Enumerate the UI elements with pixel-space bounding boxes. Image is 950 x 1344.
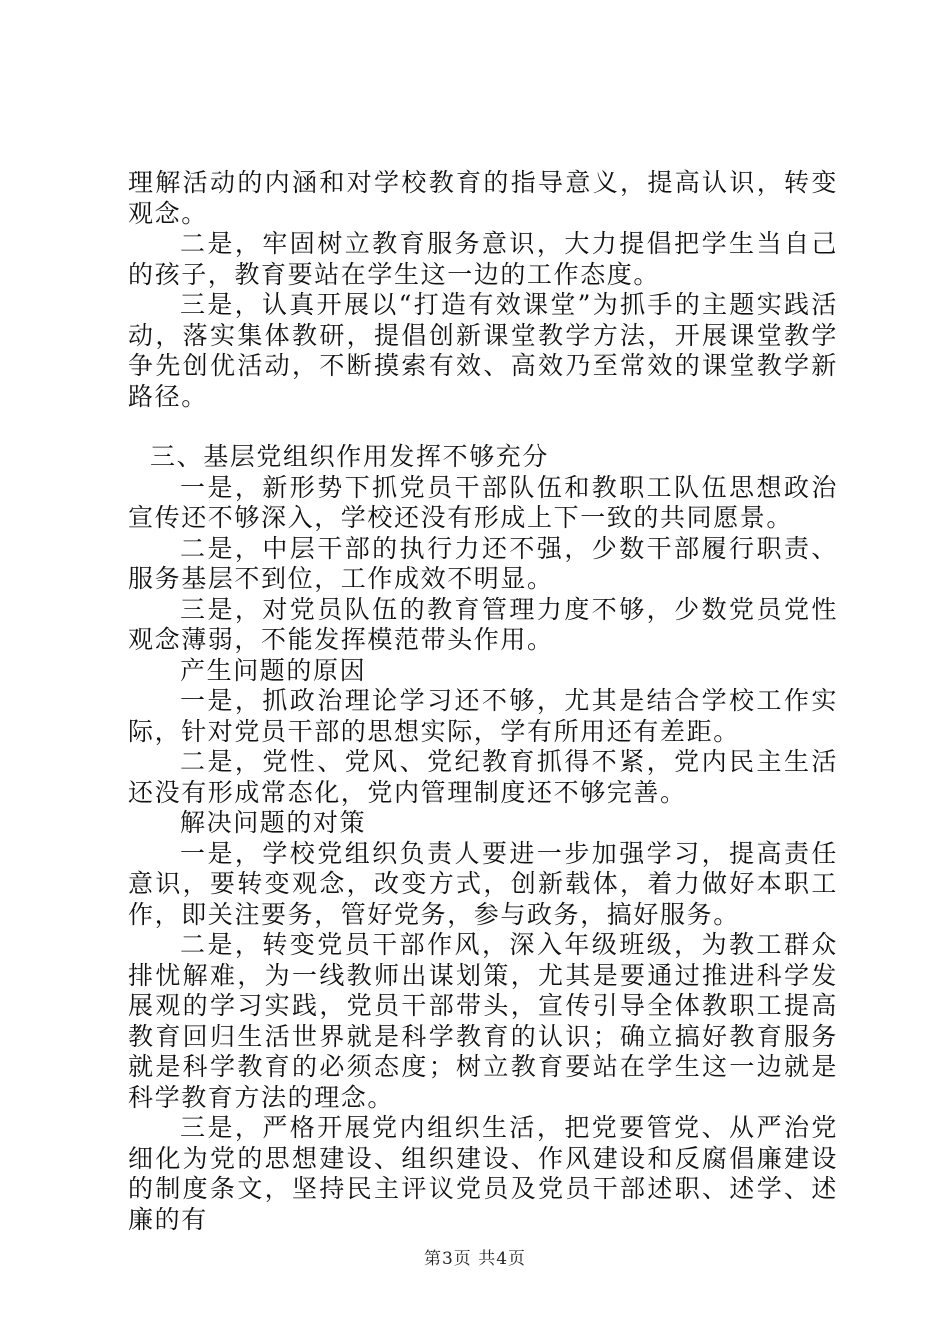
page-footer: 第3页 共4页 <box>423 1249 527 1269</box>
subheading-causes: 产生问题的原因 <box>180 655 367 685</box>
section-heading: 三、基层党组织作用发挥不够充分 <box>150 442 550 471</box>
paragraph-item-2: 二是，牢固树立教育服务意识，大力提倡把学生当自己的孩子，教育要站在学生这一边的工作态度。 <box>128 229 838 289</box>
subheading-solutions: 解决问题的对策 <box>180 808 367 837</box>
paragraph-solution-3: 三是，严格开展党内组织生活，把党要管党、从严治党细化为党的思想建设、组织建设、作风建设和反腐倡廉建设的制度条文，坚持民主评议党员及党员干部述职、述学、述廉的有 <box>128 1113 838 1234</box>
paragraph-problem-3: 三是，对党员队伍的教育管理力度不够，少数党员党性观念薄弱，不能发挥模范带头作用。 <box>128 594 838 654</box>
paragraph-cause-1: 一是，抓政治理论学习还不够，尤其是结合学校工作实际，针对党员干部的思想实际，学有所用还有差距。 <box>128 686 838 746</box>
paragraph-problem-1: 一是，新形势下抓党员干部队伍和教职工队伍思想政治宣传还不够深入，学校还没有形成上下一致的共同愿景。 <box>128 472 838 532</box>
paragraph-solution-2: 二是，转变党员干部作风，深入年级班级，为教工群众排忧解难，为一线教师出谋划策，尤其是要通过推进科学发展观的学习实践，党员干部带头，宣传引导全体教职工提高教育回归生活世界就是科学教育的认识；确立搞好教育服务就是科学教育的必须态度；树立教育要站在学生这一边就是科学教育方法的理念。 <box>128 930 838 1112</box>
paragraph-continuation: 理解活动的内涵和对学校教育的指导意义，提高认识，转变观念。 <box>128 168 838 228</box>
paragraph-item-3: 三是，认真开展以“打造有效课堂”为抓手的主题实践活动，落实集体教研，提倡创新课堂教学方法，开展课堂教学争先创优活动，不断摸索有效、高效乃至常效的课堂教学新路径。 <box>128 290 838 411</box>
paragraph-cause-2: 二是，党性、党风、党纪教育抓得不紧，党内民主生活还没有形成常态化，党内管理制度还不够完善。 <box>128 747 838 807</box>
document-body <box>128 168 838 1235</box>
paragraph-problem-2: 二是，中层干部的执行力还不强，少数干部履行职责、服务基层不到位，工作成效不明显。 <box>128 533 838 593</box>
paragraph-solution-1: 一是，学校党组织负责人要进一步加强学习，提高责任意识，要转变观念，改变方式，创新载体，着力做好本职工作，即关注要务，管好党务，参与政务，搞好服务。 <box>128 838 838 929</box>
